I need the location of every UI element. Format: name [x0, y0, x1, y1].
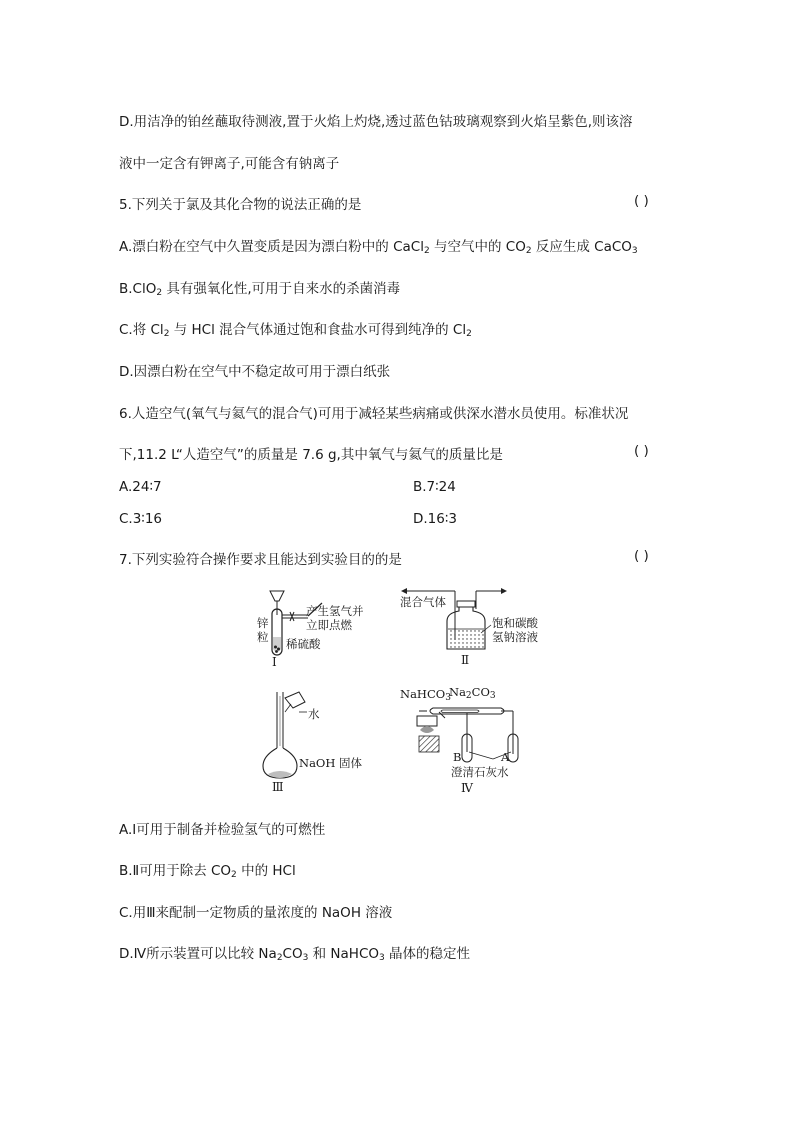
figure-1-zinc-label-1: 锌: [257, 616, 269, 630]
figure-1-label-line2: 立即点燃: [306, 618, 352, 632]
figure-2-solution-line2: 氢钠溶液: [492, 630, 538, 644]
figure-2-numeral: Ⅱ: [461, 653, 470, 667]
q5-option-c: C.将 $Cl_2$ 与 HCl 混合气体通过饱和食盐水可得到纯净的 $Cl_2$: [119, 322, 472, 339]
figure-1-hydrogen-generator: [250, 585, 380, 670]
q6-option-c: C.3∶16: [119, 511, 162, 527]
figure-2-gas-label: 混合气体: [400, 595, 446, 609]
q7-answer-paren: ( ): [634, 548, 649, 564]
q5-option-d: D.因漂白粉在空气中不稳定故可用于漂白纸张: [119, 364, 391, 380]
figure-2-solution-line1: 饱和碳酸: [492, 616, 538, 630]
q6-stem-line2: 下,11.2 L“人造空气”的质量是 7.6 g,其中氧气与氦气的质量比是: [119, 447, 503, 463]
figure-4-tube-b-label: B: [453, 750, 462, 764]
figure-1-numeral: Ⅰ: [272, 655, 277, 669]
figure-1-label-line1: 产生氢气并: [306, 604, 364, 618]
q4-option-d-line1: D.用洁净的铂丝蘸取待测液,置于火焰上灼烧,透过蓝色钴玻璃观察到火焰呈紫色,则该溶: [119, 114, 633, 130]
q5-answer-paren: ( ): [634, 193, 649, 209]
q7-option-b: B.Ⅱ可用于除去 $CO_2$ 中的 HCl: [119, 863, 296, 880]
figure-4-limewater-label: 澄清石灰水: [451, 765, 509, 779]
q6-option-a: A.24∶7: [119, 479, 162, 495]
q6-option-b: B.7∶24: [413, 479, 456, 495]
figure-1-acid-label: 稀硫酸: [286, 637, 321, 651]
figure-4-numeral: Ⅳ: [461, 781, 473, 795]
figure-1-zinc-label-2: 粒: [257, 630, 269, 644]
q7-option-d: D.Ⅳ所示装置可以比较 $Na_2CO_3$ 和 NaHCO$_3$ 晶体的稳定性: [119, 946, 471, 963]
figure-4-tube-a-label: A: [501, 750, 510, 764]
figure-3-water-label: 水: [308, 707, 320, 721]
q6-stem-line1: 6.人造空气(氧气与氦气的混合气)可用于减轻某些病痛或供深水潜水员使用。标准状况: [119, 406, 629, 422]
figure-4-na2co3-label: $Na_2CO_3$: [449, 685, 496, 701]
figure-4-nahco3-label: NaHCO$_3$: [400, 687, 451, 703]
figure-3-numeral: Ⅲ: [272, 780, 284, 794]
q5-option-b: B.ClO$_2$ 具有强氧化性,可用于自来水的杀菌消毒: [119, 281, 401, 298]
q7-stem: 7.下列实验符合操作要求且能达到实验目的的是: [119, 552, 402, 568]
q6-answer-paren: ( ): [634, 443, 649, 459]
q4-option-d-line2: 液中一定含有钾离子,可能含有钠离子: [119, 156, 340, 172]
figure-3-volumetric-flask: [255, 688, 375, 798]
figure-4-thermal-stability-apparatus: [397, 684, 537, 799]
q6-option-d: D.16∶3: [413, 511, 457, 527]
q5-option-a: A.漂白粉在空气中久置变质是因为漂白粉中的 CaCl$_2$ 与空气中的 $CO_2$ 反应生成 CaCO$_3$: [119, 239, 638, 256]
q7-option-a: A.Ⅰ可用于制备并检验氢气的可燃性: [119, 822, 326, 838]
q7-option-c: C.用Ⅲ来配制一定物质的量浓度的 NaOH 溶液: [119, 905, 393, 921]
figure-2-gas-washing-bottle: [397, 585, 547, 670]
q5-stem: 5.下列关于氯及其化合物的说法正确的是: [119, 197, 362, 213]
figure-3-solid-label: NaOH 固体: [299, 756, 363, 770]
